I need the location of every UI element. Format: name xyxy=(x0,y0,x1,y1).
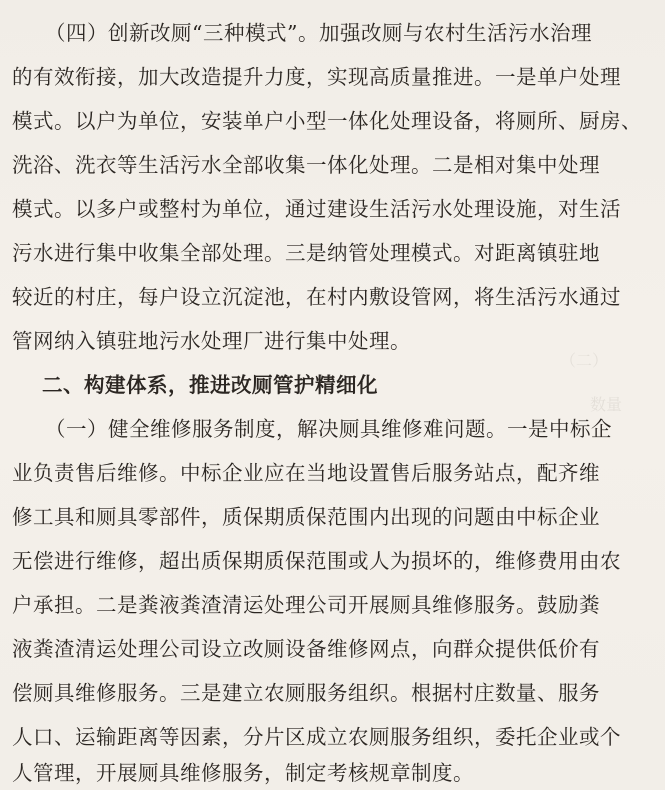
paragraph-line: 洗浴、洗衣等生活污水全部收集一体化处理。二是相对集中处理 xyxy=(12,153,600,177)
paragraph-line: 模式。以户为单位，安装单户小型一体化处理设备，将厕所、厨房、 xyxy=(12,109,642,133)
paragraph-line: 户承担。二是粪液粪渣清运处理公司开展厕具维修服务。鼓励粪 xyxy=(12,593,600,617)
paragraph-line: 无偿进行维修，超出质保期质保范围或人为损坏的，维修费用由农 xyxy=(12,549,621,573)
paragraph-line: （一）健全维修服务制度，解决厕具维修难问题。一是中标企 xyxy=(45,417,612,441)
paragraph-line: （四）创新改厕“三种模式”。加强改厕与农村生活污水治理 xyxy=(45,21,592,45)
paragraph-line: 人口、运输距离等因素，分片区成立农厕服务组织，委托企业或个 xyxy=(12,725,621,749)
paragraph-line: 修工具和厕具零部件，质保期质保范围内出现的问题由中标企业 xyxy=(12,505,600,529)
paragraph-line: 人管理，开展厕具维修服务，制定考核规章制度。 xyxy=(12,761,474,785)
paragraph-line: 较近的村庄，每户设立沉淀池，在村内敷设管网，将生活污水通过 xyxy=(12,285,621,309)
paragraph-line: 污水进行集中收集全部处理。三是纳管处理模式。对距离镇驻地 xyxy=(12,241,600,265)
bleed-through-text: 数量 xyxy=(590,395,623,414)
paragraph-line: 模式。以多户或整村为单位，通过建设生活污水处理设施，对生活 xyxy=(12,197,621,221)
paragraph-line: 液粪渣清运处理公司设立改厕设备维修网点，向群众提供低价有 xyxy=(12,637,600,661)
paragraph-line: 的有效衔接，加大改造提升力度，实现高质量推进。一是单户处理 xyxy=(12,65,621,89)
bleed-through-text: （二） xyxy=(560,351,609,370)
paragraph-line: 管网纳入镇驻地污水处理厂进行集中处理。 xyxy=(12,329,411,353)
paragraph-line: 业负责售后维修。中标企业应在当地设置售后服务站点，配齐维 xyxy=(12,461,600,485)
paragraph-line: 偿厕具维修服务。三是建立农厕服务组织。根据村庄数量、服务 xyxy=(12,681,600,705)
section-heading: 二、构建体系，推进改厕管护精细化 xyxy=(42,373,378,397)
